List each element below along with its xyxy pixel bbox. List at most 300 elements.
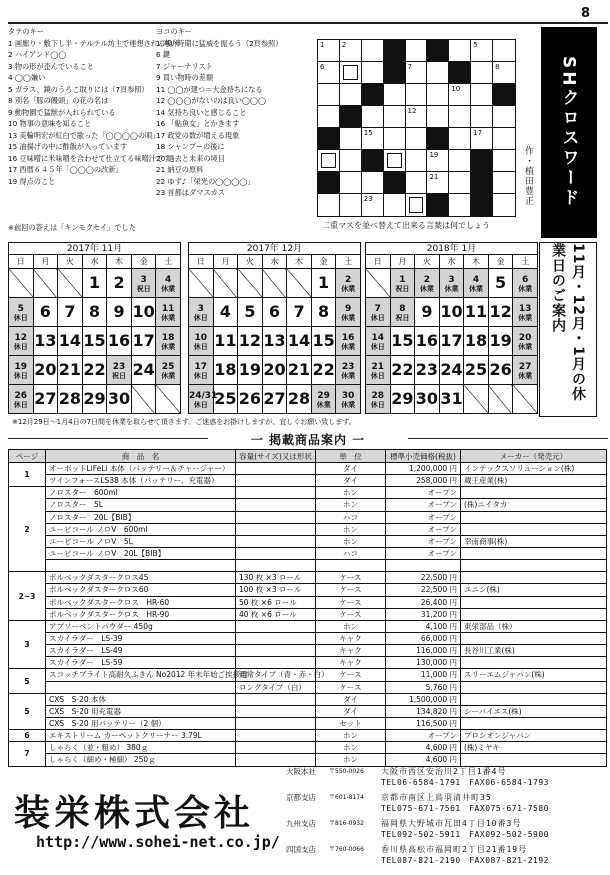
company-logo: 装栄株式会社 (14, 792, 255, 834)
weekday-header: 木 (107, 255, 132, 269)
day-number: 6 (268, 302, 281, 321)
product-name: CXS S-20 用バッテリー（2 個） (46, 717, 236, 729)
product-unit: ホン (316, 523, 386, 535)
crossword-cell (318, 62, 340, 84)
day-number: 8 (88, 302, 101, 321)
product-name: スコッチブライト高耐久ふきん No2012 年末年始ご挨拶用 (46, 669, 236, 681)
crossword-cell (340, 128, 362, 150)
day-number: 25 (161, 362, 175, 372)
calendar-day (311, 385, 336, 414)
product-maker (461, 511, 607, 523)
crossword-cell (493, 62, 515, 84)
tate-clue: 1 画廊り・敷下し半・テルテル坊主で連想される場所 (8, 38, 180, 48)
product-maker: 蔵王産業(株) (461, 475, 607, 487)
month-title: 2017年 11月 (8, 242, 181, 254)
crossword-cell (318, 84, 340, 106)
calendar-day (415, 385, 440, 414)
product-size (236, 657, 316, 669)
top-divider (8, 22, 608, 24)
office-name: 大阪本社 (286, 767, 316, 776)
day-number: 16 (341, 333, 355, 343)
product-maker: スリーエムジャパン(株) (461, 669, 607, 681)
crossword-cell (406, 172, 428, 194)
product-size: 100 枚 ×3 ロール (236, 584, 316, 596)
holiday-tag: 休業 (161, 343, 176, 351)
office-entry (286, 792, 606, 814)
product-maker: ユニシ(株) (461, 584, 607, 596)
calendar-day (213, 327, 238, 356)
office-zip: 〒760-0066 (329, 846, 364, 853)
product-row (9, 608, 607, 620)
calendar-day (131, 298, 156, 327)
product-row (9, 475, 607, 487)
calendar-day (311, 269, 336, 298)
product-row (9, 693, 607, 705)
crossword-cell (449, 84, 471, 106)
product-unit: ホン (316, 742, 386, 754)
holiday-tag: 休業 (444, 285, 459, 293)
product-name: スカイラダー LS-59 (46, 657, 236, 669)
office-address: 香川県高松市福岡町2丁目21番19号 (381, 845, 528, 854)
crossword-cell (384, 106, 406, 128)
calendar-day (439, 356, 464, 385)
weekday-header: 土 (513, 255, 538, 269)
cell-number: 2 (341, 41, 347, 49)
product-unit: ケース (316, 584, 386, 596)
weekday-header: 水 (82, 255, 107, 269)
product-maker (461, 596, 607, 608)
product-maker: 東栄部品（株） (461, 620, 607, 632)
tate-clue: 9 動物園で猛獣が入れられている (8, 107, 116, 117)
product-size (236, 511, 316, 523)
product-size (236, 475, 316, 487)
calendar-day (189, 385, 218, 414)
calendar-day (189, 298, 214, 327)
holiday-tag: 休業 (161, 314, 176, 322)
product-maker: (株)ミヤキ (461, 742, 607, 754)
product-name: エキストリーム カーペットクリーナー 3.79L (46, 730, 236, 742)
product-row (9, 681, 607, 693)
crossword-cell (362, 62, 384, 84)
crossword-cell (471, 106, 493, 128)
product-maker: シーバイエス(株) (461, 705, 607, 717)
product-row (9, 596, 607, 608)
empty-day (9, 269, 34, 298)
crossword-cell (471, 150, 493, 172)
holiday-tag: 休日 (370, 314, 385, 322)
crossword-cell (362, 106, 384, 128)
product-maker (461, 754, 607, 766)
crossword-cell (362, 128, 384, 150)
product-row (9, 547, 607, 559)
crossword-cell (471, 128, 493, 150)
weekday-header: 月 (213, 255, 238, 269)
day-number: 28 (58, 389, 82, 408)
office-phone: TEL06-6584-1791 FAX06-6584-1793 (381, 778, 549, 787)
calendar-day (82, 385, 107, 414)
calendar-day (213, 356, 238, 385)
crossword-cell (493, 172, 515, 194)
month-calendar (188, 242, 361, 414)
weekday-header: 水 (439, 255, 464, 269)
empty-day (262, 269, 287, 298)
product-unit: ケース (316, 669, 386, 681)
calendar-day (366, 298, 391, 327)
product-maker (461, 560, 607, 572)
holiday-tag: 祝日 (136, 285, 151, 293)
day-number: 7 (374, 304, 381, 314)
yoko-clues (156, 26, 316, 199)
crossword-cell (340, 150, 362, 172)
product-size (236, 620, 316, 632)
day-number: 12 (14, 333, 28, 343)
cell-number: 12 (407, 107, 417, 115)
weekday-header: 土 (336, 255, 361, 269)
calendar-day (238, 327, 263, 356)
day-number: 10 (194, 333, 208, 343)
calendar-day (513, 356, 538, 385)
product-name: ユービコール ノロV 600ml (46, 523, 236, 535)
product-size (236, 632, 316, 644)
calendar-day (415, 327, 440, 356)
office-address: 大阪市西区安治川2丁目1番4号 (381, 767, 507, 776)
day-number: 26 (238, 389, 262, 408)
calendar-day (464, 356, 489, 385)
holiday-tag: 休業 (341, 285, 356, 293)
yoko-clue: 12 ◯◯◯がないのは良い◯◯◯ (156, 96, 267, 105)
calendar-day (415, 298, 440, 327)
day-number: 1 (318, 273, 330, 292)
product-row (9, 535, 607, 547)
empty-day (488, 385, 513, 414)
day-number: 13 (34, 331, 57, 350)
product-maker (461, 632, 607, 644)
crossword-cell (384, 40, 406, 62)
holiday-tag: 休日 (13, 372, 28, 380)
product-row (9, 632, 607, 644)
day-number: 18 (161, 333, 175, 343)
tate-clue: 16 豆味噌に米味噌を合わせて仕立てる味噌汁です (8, 153, 171, 163)
product-unit: ダイ (316, 705, 386, 717)
day-number: 31 (440, 389, 463, 408)
product-name: ノロスター 600ml (46, 487, 236, 499)
product-price: オープン (386, 511, 461, 523)
cell-number: 1 (320, 41, 325, 49)
yoko-clue: 23 首都はダマスカス (156, 188, 225, 197)
crossword-cell (471, 40, 493, 62)
cell-number: 15 (363, 129, 373, 137)
weekday-header: 金 (311, 255, 336, 269)
product-price: 130,000 円 (386, 657, 461, 669)
calendar-day (390, 385, 415, 414)
tate-clue: 19 得点のこと (8, 176, 56, 186)
crossword-cell (449, 106, 471, 128)
calendar-day (287, 298, 312, 327)
day-number: 30 (341, 391, 355, 401)
day-number: 20 (263, 360, 286, 379)
products-header-row (9, 450, 607, 463)
product-unit: ダイ (316, 463, 386, 475)
product-row (9, 511, 607, 523)
office-phone: TEL075-671-7561 FAX075-671-7580 (381, 804, 549, 813)
crossword-cell (471, 172, 493, 194)
crossword-cell (449, 62, 471, 84)
day-number: 18 (214, 360, 237, 379)
crossword-cell (384, 194, 406, 216)
calendar-day (311, 327, 336, 356)
product-name: スカイラダー LS-39 (46, 632, 236, 644)
product-size (236, 523, 316, 535)
crossword-cell (362, 172, 384, 194)
calendar-day (58, 385, 83, 414)
crossword-cell (493, 128, 515, 150)
office-address: 福岡県大野城市瓦田4丁目10番3号 (381, 819, 522, 828)
office-phone: TEL092-502-5911 FAX092-502-5900 (381, 830, 549, 839)
crossword-title: SHクロスワード (541, 27, 597, 238)
product-price: オープン (386, 487, 461, 499)
calendar-note: ※12月29日～1月4日の7日間を休業を取らせて頂きます。ご迷惑をお掛けしますが、宜しくお願い致します。 (12, 418, 356, 426)
office-entry (286, 844, 606, 866)
products-header-cell: 容量(サイズ)又は形状 (236, 450, 316, 463)
office-list (286, 766, 606, 870)
product-size (236, 487, 316, 499)
office-address: 京都市南区上鳥羽清井町35 (381, 793, 492, 802)
holiday-tag: 休日 (13, 401, 28, 409)
day-number: 26 (489, 360, 512, 379)
holiday-tag: 休業 (469, 285, 484, 293)
products-header-cell: メーカー（発売元） (461, 450, 607, 463)
yoko-clue: 11 ◯◯が建つ＝大金持ちになる (156, 84, 263, 94)
product-maker (461, 657, 607, 669)
day-number: 5 (17, 304, 24, 314)
holiday-tag: 休業 (419, 285, 434, 293)
day-number: 3 (197, 304, 204, 314)
calendar-day (131, 356, 156, 385)
weekday-header: 日 (189, 255, 214, 269)
day-number: 23 (341, 362, 355, 372)
calendar-day (336, 356, 361, 385)
day-number: 4 (165, 275, 172, 285)
tate-clue: 13 美輪明宏が紅白で歌った「◯◯◯◯の唄」 (8, 130, 160, 140)
company-url[interactable]: http://www.sohei-net.co.jp/ (36, 833, 280, 851)
holiday-tag: 休業 (518, 285, 533, 293)
product-price: 4,600 円 (386, 742, 461, 754)
product-size: 通常タイプ（青・赤・白） (236, 669, 316, 681)
day-number: 12 (238, 331, 262, 350)
day-number: 14 (371, 333, 385, 343)
product-price: オープン (386, 547, 461, 559)
calendar-day (513, 327, 538, 356)
holiday-tag: 祝日 (395, 314, 410, 322)
product-unit: ケース (316, 596, 386, 608)
crossword-cell (406, 106, 428, 128)
calendar-day (336, 298, 361, 327)
calendar-day (107, 385, 132, 414)
product-name: ポルベックダスタークロス45 (46, 572, 236, 584)
cell-number: 8 (495, 63, 500, 71)
month-calendar (8, 242, 181, 414)
crossword-grid (317, 39, 516, 217)
product-maker: 長谷川工業(株) (461, 645, 607, 657)
product-price: 66,000 円 (386, 632, 461, 644)
day-number: 27 (34, 389, 57, 408)
product-page: 7 (9, 742, 46, 766)
day-number: 13 (518, 304, 532, 314)
office-zip: 〒816-0932 (329, 820, 364, 827)
calendar-day (336, 269, 361, 298)
crossword-cell (493, 194, 515, 216)
product-row (9, 730, 607, 742)
product-price: 116,500 円 (386, 717, 461, 729)
crossword-cell (427, 106, 449, 128)
product-size (236, 499, 316, 511)
holiday-tag: 休日 (13, 314, 28, 322)
day-number: 17 (132, 331, 155, 350)
crossword-cell (471, 84, 493, 106)
product-maker (461, 572, 607, 584)
day-number: 27 (263, 389, 286, 408)
product-name: オーボットLiFeLi 本体（バッテリー＆チャージャー） (46, 463, 236, 475)
tate-clue: 15 油揚げの中に酢飯が入っています (8, 142, 128, 151)
empty-day (238, 269, 263, 298)
product-size (236, 645, 316, 657)
holiday-tag: 休日 (13, 343, 28, 351)
product-name: CXS S-20 用充電器 (46, 705, 236, 717)
day-number: 15 (391, 331, 414, 350)
product-maker: インテックスソリューション(株) (461, 463, 607, 475)
product-size (236, 717, 316, 729)
product-size: ロングタイプ（白） (236, 681, 316, 693)
product-unit: ハコ (316, 511, 386, 523)
crossword-cell (427, 194, 449, 216)
holiday-tag: 祝日 (112, 372, 127, 380)
day-number: 19 (489, 331, 512, 350)
holiday-tag: 休日 (370, 343, 385, 351)
product-size (236, 730, 316, 742)
calendar-day (82, 327, 107, 356)
calendar-day (262, 327, 287, 356)
day-number: 5 (244, 302, 256, 321)
day-number: 20 (34, 360, 57, 379)
tate-clue: 17 西暦６４５年「◯◯◯の改新」 (8, 165, 123, 174)
day-number: 22 (312, 360, 335, 379)
product-name: ユービコール ノロV 5L (46, 535, 236, 547)
product-row (9, 572, 607, 584)
crossword-cell (362, 150, 384, 172)
product-price: 4,600 円 (386, 754, 461, 766)
product-size (236, 560, 316, 572)
day-number: 9 (113, 302, 125, 321)
calendar-day (390, 298, 415, 327)
crossword-cell (449, 172, 471, 194)
product-maker (461, 717, 607, 729)
product-unit: ホン (316, 487, 386, 499)
crossword-cell (340, 106, 362, 128)
day-number: 18 (464, 331, 488, 350)
product-price: 1,500,000 円 (386, 693, 461, 705)
product-price: 4,100 円 (386, 620, 461, 632)
product-price: 11,000 円 (386, 669, 461, 681)
calendar-day (156, 298, 181, 327)
yoko-heading: ヨコのキー (156, 27, 192, 36)
product-size (236, 535, 316, 547)
cell-number: 10 (451, 85, 461, 93)
calendar-day (9, 356, 34, 385)
crossword-cell (340, 40, 362, 62)
day-number: 12 (489, 302, 512, 321)
calendar-day (464, 298, 489, 327)
empty-day (464, 385, 489, 414)
product-name: ポルベックダスタークロス HR-60 (46, 596, 236, 608)
product-size: 50 枚 ×6 ロール (236, 596, 316, 608)
tate-clue: 10 物事の意味を知ること (8, 119, 92, 128)
products-header-cell: 標準小売価格(税抜) (386, 450, 461, 463)
product-unit: ハコ (316, 547, 386, 559)
crossword-cell (362, 84, 384, 106)
calendar-day (189, 356, 214, 385)
day-number: 6 (522, 275, 529, 285)
day-number: 15 (83, 331, 106, 350)
calendar-day (513, 298, 538, 327)
product-price: 5,760 円 (386, 681, 461, 693)
holiday-tag: 休業 (161, 285, 176, 293)
calendar-day (287, 327, 312, 356)
page-number: 8 (580, 6, 590, 21)
calendar-day (156, 269, 181, 298)
calendar-day (107, 327, 132, 356)
calendar-day (82, 269, 107, 298)
weekday-header: 月 (390, 255, 415, 269)
cell-number: 21 (429, 173, 439, 181)
office-entry (286, 766, 606, 788)
product-name: ポルベックダスタークロス60 (46, 584, 236, 596)
product-row (9, 560, 607, 572)
day-number: 6 (39, 302, 51, 321)
product-name: しゃらく（並・粗め） 380ｇ (46, 742, 236, 754)
day-number: 2 (423, 275, 431, 285)
day-number: 22 (391, 360, 414, 379)
product-name: アプソーベントパウダー 450g (46, 620, 236, 632)
product-page: 5 (9, 669, 46, 693)
product-row (9, 754, 607, 766)
product-name (46, 681, 236, 693)
calendar-day (366, 356, 391, 385)
day-number: 8 (399, 304, 406, 314)
crossword-cell (362, 194, 384, 216)
yoko-clue: 16 「鮎魚女」とかきます (156, 119, 240, 128)
products-title: 一 掲載商品案内 一 (8, 431, 608, 448)
weekday-header: 火 (415, 255, 440, 269)
crossword-cell (493, 106, 515, 128)
tate-heading: タテのキー (8, 27, 44, 36)
calendar-day (82, 298, 107, 327)
holiday-tag: 休業 (518, 372, 533, 380)
day-number: 1 (399, 275, 406, 285)
day-number: 11 (214, 331, 237, 350)
crossword-cell (406, 84, 428, 106)
calendar-day (287, 385, 312, 414)
day-number: 9 (421, 302, 433, 321)
day-number: 21 (287, 360, 311, 379)
calendar-day (366, 327, 391, 356)
crossword-cell (384, 62, 406, 84)
holiday-tag: 休日 (193, 343, 208, 351)
yoko-clue: 17 政党の数が増える現象 (156, 130, 240, 140)
cell-number: 23 (363, 195, 373, 203)
calendar-day (464, 269, 489, 298)
holiday-tag: 休業 (341, 314, 356, 322)
product-price: オープン (386, 730, 461, 742)
